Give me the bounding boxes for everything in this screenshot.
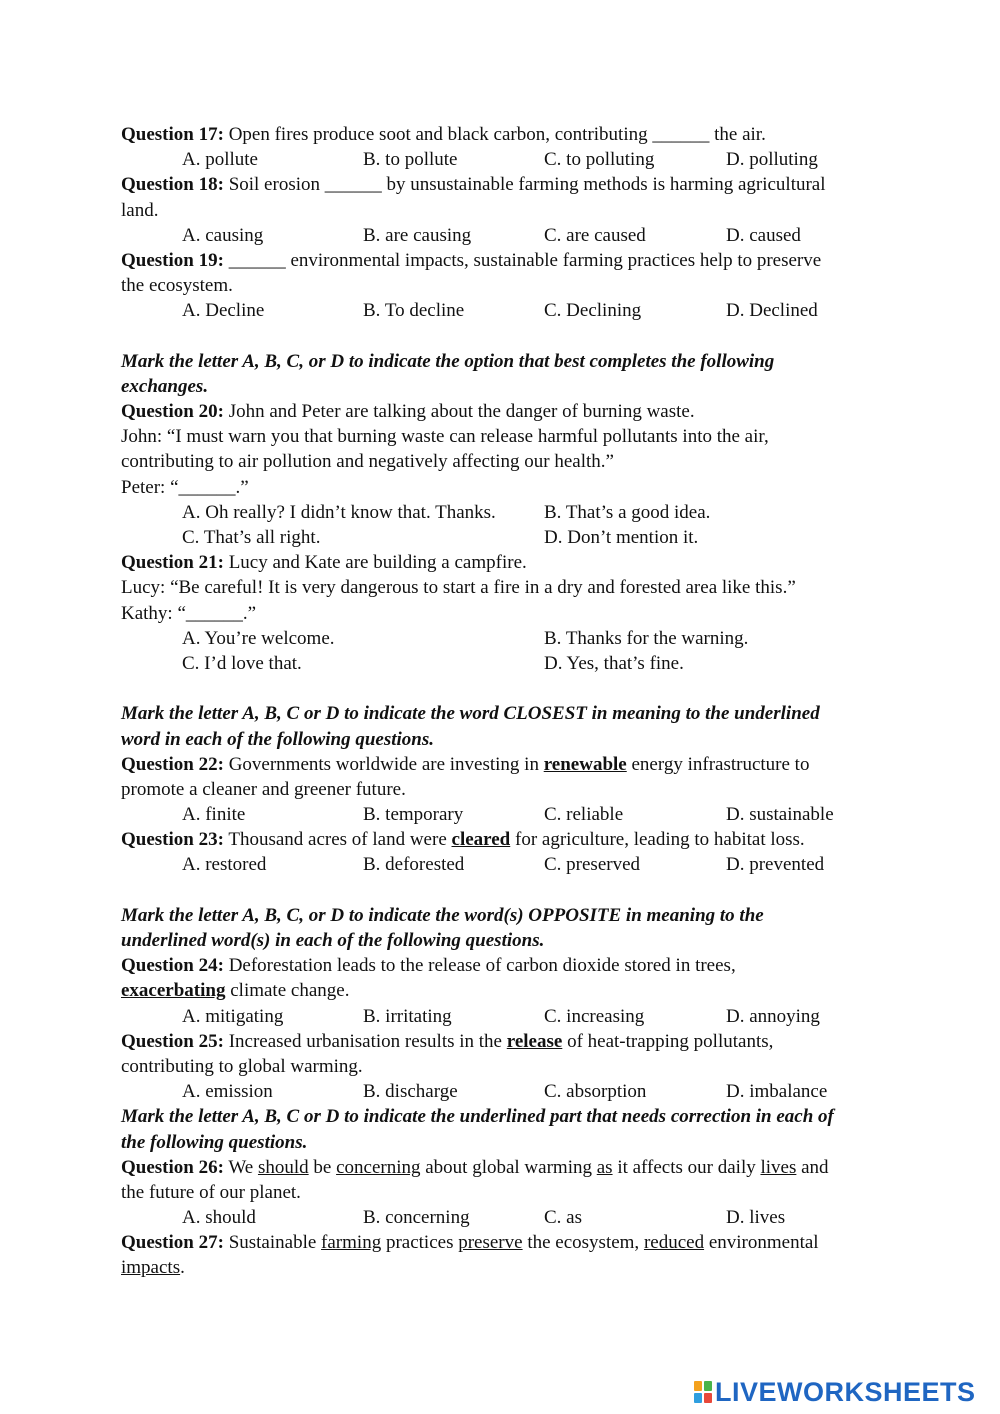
- question-text: for agriculture, leading to habitat loss.: [510, 829, 805, 851]
- underlined-part-c: as: [596, 1156, 613, 1178]
- option-d[interactable]: D. lives: [726, 1207, 786, 1229]
- question-26: [121, 1155, 881, 1180]
- option-c[interactable]: C. Declining: [544, 300, 642, 322]
- question-27: [121, 1230, 881, 1255]
- dialogue-peter: Peter: “______.”: [121, 476, 249, 498]
- instruction-closest-continued: word in each of the following questions.: [121, 728, 435, 750]
- question-label: Question 27:: [121, 1232, 224, 1254]
- option-c[interactable]: C. That’s all right.: [182, 527, 321, 548]
- option-a[interactable]: A. Decline: [182, 300, 265, 322]
- question-text-continued: contributing to global warming.: [121, 1055, 363, 1077]
- option-c[interactable]: C. absorption: [544, 1081, 647, 1103]
- instruction-correction: Mark the letter A, B, C or D to indicate the underlined part that needs correction in each of: [121, 1106, 834, 1128]
- question-text: it affects our daily: [612, 1156, 761, 1178]
- worksheet-page: [121, 122, 881, 1281]
- question-text: energy infrastructure to: [626, 753, 810, 775]
- question-label: Question 26:: [121, 1156, 224, 1178]
- option-b[interactable]: B. concerning: [363, 1207, 470, 1229]
- option-a[interactable]: A. mitigating: [182, 1005, 284, 1027]
- question-label: Question 17:: [121, 124, 224, 145]
- question-text: of heat-trapping pollutants,: [562, 1030, 774, 1052]
- question-text-continued: land.: [121, 199, 159, 221]
- question-24: [121, 953, 881, 978]
- question-19: [121, 248, 881, 273]
- option-d[interactable]: D. Declined: [726, 300, 818, 322]
- spacer: [121, 878, 881, 903]
- liveworksheets-logo: [694, 1377, 976, 1407]
- underlined-word: cleared: [451, 829, 511, 851]
- question-23: [121, 827, 881, 852]
- question-text: climate change.: [225, 980, 350, 1002]
- instruction-correction-continued: the following questions.: [121, 1131, 308, 1153]
- option-b[interactable]: B. irritating: [363, 1005, 452, 1027]
- question-label: Question 22:: [121, 753, 224, 775]
- question-text: Soil erosion ______ by unsustainable farming methods is harming agricultural: [223, 174, 826, 196]
- options-21-row2: [121, 651, 881, 676]
- option-d[interactable]: D. sustainable: [726, 804, 834, 826]
- options-22: [121, 802, 881, 827]
- option-a[interactable]: A. You’re welcome.: [182, 627, 335, 649]
- option-b[interactable]: B. discharge: [363, 1081, 458, 1103]
- question-label: Question 18:: [121, 174, 224, 196]
- option-b[interactable]: B. are causing: [363, 224, 472, 246]
- option-a[interactable]: A. pollute: [182, 149, 258, 171]
- question-label: Question 20:: [121, 401, 224, 423]
- option-b[interactable]: B. temporary: [363, 804, 464, 826]
- question-text-continued: promote a cleaner and greener future.: [121, 778, 406, 800]
- option-c[interactable]: C. reliable: [544, 804, 624, 826]
- question-text: Thousand acres of land were: [223, 829, 452, 851]
- logo-text: LIVEWORKSHEETS: [715, 1376, 976, 1407]
- instruction-exchanges: Mark the letter A, B, C, or D to indicate the option that best completes the following: [121, 350, 775, 372]
- option-b[interactable]: B. To decline: [363, 300, 465, 322]
- underlined-part-d: lives: [760, 1156, 797, 1178]
- question-label: Question 23:: [121, 829, 224, 851]
- question-17: [121, 122, 881, 147]
- spacer: [121, 324, 881, 349]
- option-c[interactable]: C. I’d love that.: [182, 652, 302, 674]
- question-text: Open fires produce soot and black carbon, contributing ______ the air.: [223, 124, 766, 145]
- option-c[interactable]: C. increasing: [544, 1005, 645, 1027]
- dialogue-john-continued: contributing to air pollution and negatively affecting our health.”: [121, 451, 614, 473]
- option-a[interactable]: A. emission: [182, 1081, 273, 1103]
- underlined-part-d: impacts: [121, 1257, 181, 1279]
- option-a[interactable]: A. Oh really? I didn’t know that. Thanks.: [182, 501, 496, 523]
- question-text: Sustainable: [223, 1232, 322, 1254]
- question-text: practices: [381, 1232, 459, 1254]
- underlined-word: release: [506, 1030, 563, 1052]
- option-d[interactable]: D. Don’t mention it.: [544, 527, 699, 548]
- underlined-part-a: should: [257, 1156, 309, 1178]
- option-c[interactable]: C. preserved: [544, 854, 641, 876]
- options-18: [121, 223, 881, 248]
- option-a[interactable]: A. restored: [182, 854, 267, 876]
- question-text: We: [223, 1156, 258, 1178]
- spacer: [121, 676, 881, 701]
- option-a[interactable]: A. finite: [182, 804, 246, 826]
- option-b[interactable]: B. deforested: [363, 854, 465, 876]
- underlined-word: renewable: [543, 753, 627, 775]
- question-text-continued: [121, 978, 881, 1003]
- option-c[interactable]: C. are caused: [544, 224, 646, 246]
- question-text: environmental: [704, 1232, 819, 1254]
- underlined-part-b: concerning: [336, 1156, 421, 1178]
- option-b[interactable]: B. to pollute: [363, 149, 458, 171]
- question-label: Question 24:: [121, 955, 224, 977]
- instruction-opposite: Mark the letter A, B, C, or D to indicate the word(s) OPPOSITE in meaning to the: [121, 904, 764, 926]
- option-d[interactable]: D. polluting: [726, 149, 818, 171]
- options-20-row2: [121, 525, 881, 550]
- instruction-exchanges-continued: exchanges.: [121, 375, 209, 397]
- question-text: and: [796, 1156, 829, 1178]
- dialogue-kathy: Kathy: “______.”: [121, 602, 257, 624]
- underlined-part-a: farming: [321, 1232, 382, 1254]
- instruction-opposite-continued: underlined word(s) in each of the following questions.: [121, 930, 545, 951]
- question-text: Governments worldwide are investing in: [223, 753, 544, 775]
- option-d[interactable]: D. caused: [726, 224, 801, 246]
- question-text: about global warming: [420, 1156, 597, 1178]
- option-c[interactable]: C. as: [544, 1207, 582, 1229]
- question-label: Question 19:: [121, 249, 224, 271]
- dialogue-john: John: “I must warn you that burning waste can release harmful pollutants into the air,: [121, 426, 769, 448]
- option-b[interactable]: B. Thanks for the warning.: [544, 627, 749, 649]
- options-17: [121, 147, 881, 172]
- question-text: .: [180, 1257, 185, 1279]
- question-label: Question 21:: [121, 552, 224, 574]
- question-label: Question 25:: [121, 1030, 224, 1052]
- option-d[interactable]: D. imbalance: [726, 1081, 828, 1103]
- question-text-continued: the ecosystem.: [121, 275, 233, 297]
- options-26: [121, 1205, 881, 1230]
- underlined-word: exacerbating: [121, 980, 226, 1002]
- options-23: [121, 852, 881, 877]
- question-text: Lucy and Kate are building a campfire.: [223, 552, 527, 574]
- question-22: [121, 752, 881, 777]
- instruction-closest: Mark the letter A, B, C or D to indicate the word CLOSEST in meaning to the underlined: [121, 703, 820, 725]
- options-21-row1: [121, 626, 881, 651]
- dialogue-lucy: Lucy: “Be careful! It is very dangerous to start a fire in a dry and forested area like this.”: [121, 577, 796, 599]
- question-text: be: [308, 1156, 337, 1178]
- question-25: [121, 1029, 881, 1054]
- question-21: [121, 550, 881, 575]
- question-text-continued: the future of our planet.: [121, 1181, 301, 1203]
- option-d[interactable]: D. annoying: [726, 1005, 820, 1027]
- question-text: Deforestation leads to the release of carbon dioxide stored in trees,: [223, 955, 736, 977]
- question-text-continued: [121, 1255, 881, 1280]
- question-text: John and Peter are talking about the danger of burning waste.: [223, 401, 695, 423]
- question-text: ______ environmental impacts, sustainable farming practices help to preserve: [223, 249, 822, 271]
- question-18: [121, 172, 881, 197]
- option-b[interactable]: B. That’s a good idea.: [544, 501, 711, 523]
- options-25: [121, 1079, 881, 1104]
- underlined-part-c: reduced: [643, 1232, 705, 1254]
- options-20-row1: [121, 500, 881, 525]
- option-d[interactable]: D. prevented: [726, 854, 825, 876]
- question-text: the ecosystem,: [522, 1232, 644, 1254]
- liveworksheets-logo-icon: [694, 1381, 712, 1403]
- underlined-part-b: preserve: [458, 1232, 523, 1254]
- option-a[interactable]: A. causing: [182, 224, 264, 246]
- question-text: Increased urbanisation results in the: [223, 1030, 507, 1052]
- question-20: [121, 399, 881, 424]
- options-24: [121, 1004, 881, 1029]
- option-c[interactable]: C. to polluting: [544, 149, 655, 171]
- option-a[interactable]: A. should: [182, 1207, 256, 1229]
- options-19: [121, 298, 881, 323]
- option-d[interactable]: D. Yes, that’s fine.: [544, 652, 684, 674]
